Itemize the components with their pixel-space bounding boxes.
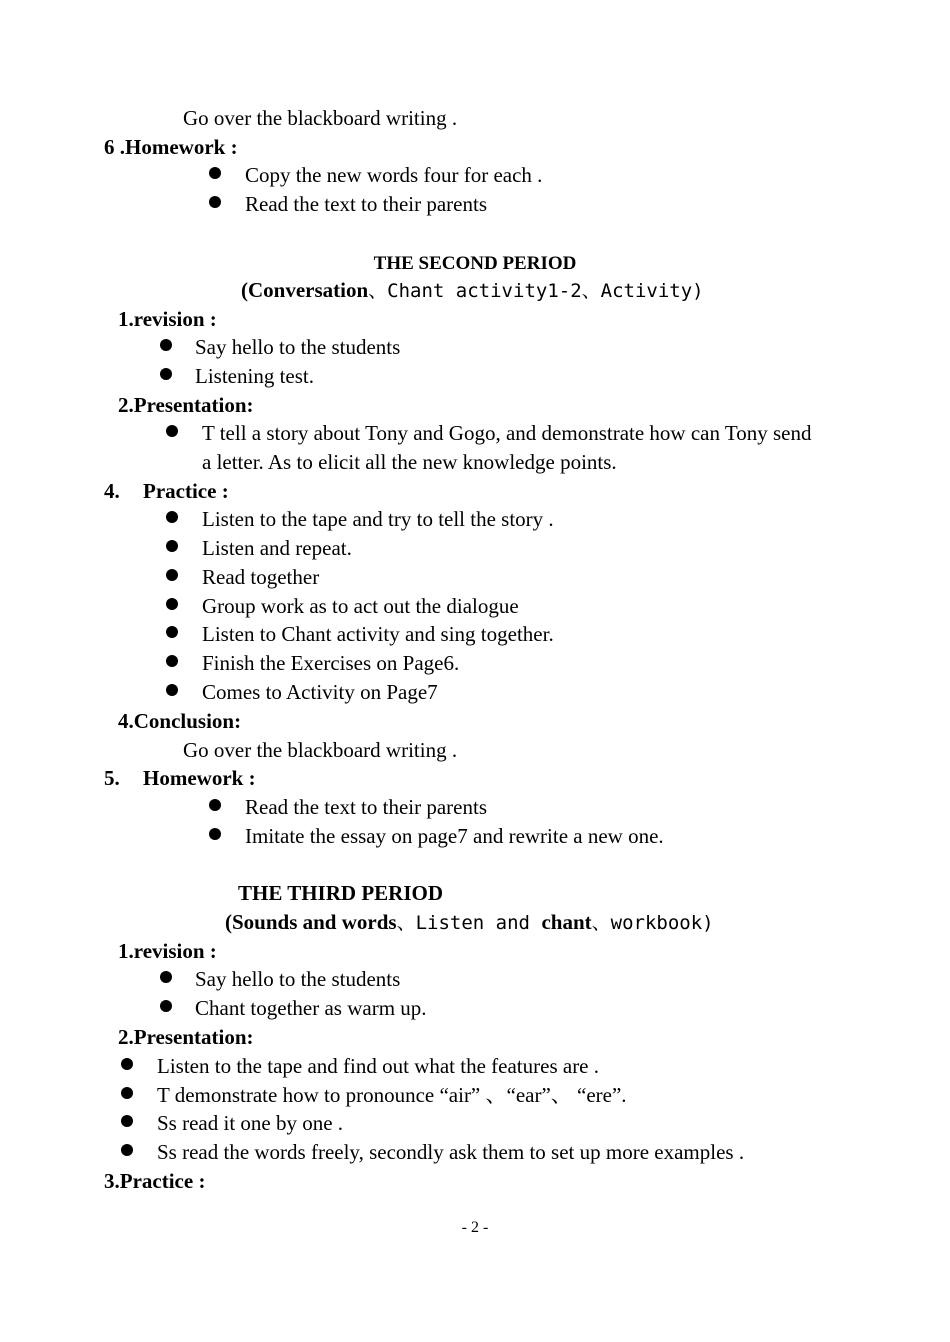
- bullet-icon: [160, 1000, 172, 1012]
- section-title-third-period: THE THIRD PERIOD: [238, 881, 443, 905]
- bullet-icon: [166, 684, 178, 696]
- list-item: Read together: [202, 565, 320, 589]
- practice-heading: 3.Practice :: [104, 1169, 206, 1193]
- section-subtitle: [225, 910, 714, 935]
- list-item: Listen to the tape and try to tell the story .: [202, 507, 554, 531]
- bullet-icon: [166, 569, 178, 581]
- review-line: Go over the blackboard writing .: [183, 106, 458, 130]
- homework-heading: Homework :: [143, 766, 256, 790]
- presentation-heading: 2.Presentation:: [118, 1025, 254, 1049]
- homework-heading: 6 .Homework :: [104, 135, 238, 159]
- practice-number: 4.: [104, 479, 120, 503]
- practice-heading: Practice :: [143, 479, 229, 503]
- list-item: Ss read the words freely, secondly ask them to set up more examples .: [157, 1140, 745, 1164]
- bullet-icon: [209, 828, 221, 840]
- bullet-icon: [121, 1058, 133, 1070]
- bullet-icon: [209, 196, 221, 208]
- list-item: T tell a story about Tony and Gogo, and demonstrate how can Tony send: [202, 421, 812, 445]
- bullet-icon: [166, 540, 178, 552]
- list-item: Copy the new words four for each .: [245, 163, 543, 187]
- bullet-icon: [121, 1087, 133, 1099]
- list-item: Finish the Exercises on Page6.: [202, 651, 460, 675]
- bullet-icon: [160, 368, 172, 380]
- list-item: Listen to the tape and find out what the features are .: [157, 1054, 600, 1078]
- list-item: T demonstrate how to pronounce “air” 、“ear”、 “ere”.: [157, 1083, 627, 1107]
- bullet-icon: [166, 511, 178, 523]
- revision-heading: 1.revision :: [118, 939, 217, 963]
- list-item: Say hello to the students: [195, 335, 401, 359]
- bullet-icon: [209, 167, 221, 179]
- bullet-icon: [121, 1144, 133, 1156]
- list-item-continuation: a letter. As to elicit all the new knowledge points.: [202, 450, 617, 474]
- list-item: Chant together as warm up.: [195, 996, 427, 1020]
- list-item: Say hello to the students: [195, 967, 401, 991]
- section-title-second-period: THE SECOND PERIOD: [373, 253, 577, 274]
- subtitle-bold: Conversation: [248, 278, 369, 302]
- section-subtitle: [241, 278, 704, 303]
- subtitle-mono-2: 、workbook): [591, 912, 714, 934]
- bullet-icon: [121, 1115, 133, 1127]
- subtitle-bold-1: (Sounds and words: [225, 910, 397, 934]
- revision-heading: 1.revision :: [118, 307, 217, 331]
- list-item: Imitate the essay on page7 and rewrite a new one.: [245, 824, 664, 848]
- presentation-heading: 2.Presentation:: [118, 393, 254, 417]
- subtitle-mono-1: 、Listen and: [396, 912, 542, 934]
- conclusion-text: Go over the blackboard writing .: [183, 738, 458, 762]
- homework-number: 5.: [104, 766, 120, 790]
- list-item: Group work as to act out the dialogue: [202, 594, 519, 618]
- bullet-icon: [160, 971, 172, 983]
- list-item: Read the text to their parents: [245, 192, 488, 216]
- list-item: Listen to Chant activity and sing together.: [202, 622, 554, 646]
- bullet-icon: [166, 598, 178, 610]
- bullet-icon: [166, 626, 178, 638]
- list-item: Ss read it one by one .: [157, 1111, 344, 1135]
- bullet-icon: [166, 655, 178, 667]
- bullet-icon: [160, 339, 172, 351]
- bullet-icon: [166, 425, 178, 437]
- bullet-icon: [209, 799, 221, 811]
- list-item: Listening test.: [195, 364, 314, 388]
- subtitle-bold-2: chant: [541, 910, 592, 934]
- subtitle-open: (: [241, 278, 248, 302]
- list-item: Read the text to their parents: [245, 795, 488, 819]
- conclusion-heading: 4.Conclusion:: [118, 709, 242, 733]
- list-item: Comes to Activity on Page7: [202, 680, 438, 704]
- subtitle-rest: 、Chant activity1-2、Activity): [368, 280, 704, 302]
- page-number: - 2 -: [461, 1219, 489, 1236]
- list-item: Listen and repeat.: [202, 536, 352, 560]
